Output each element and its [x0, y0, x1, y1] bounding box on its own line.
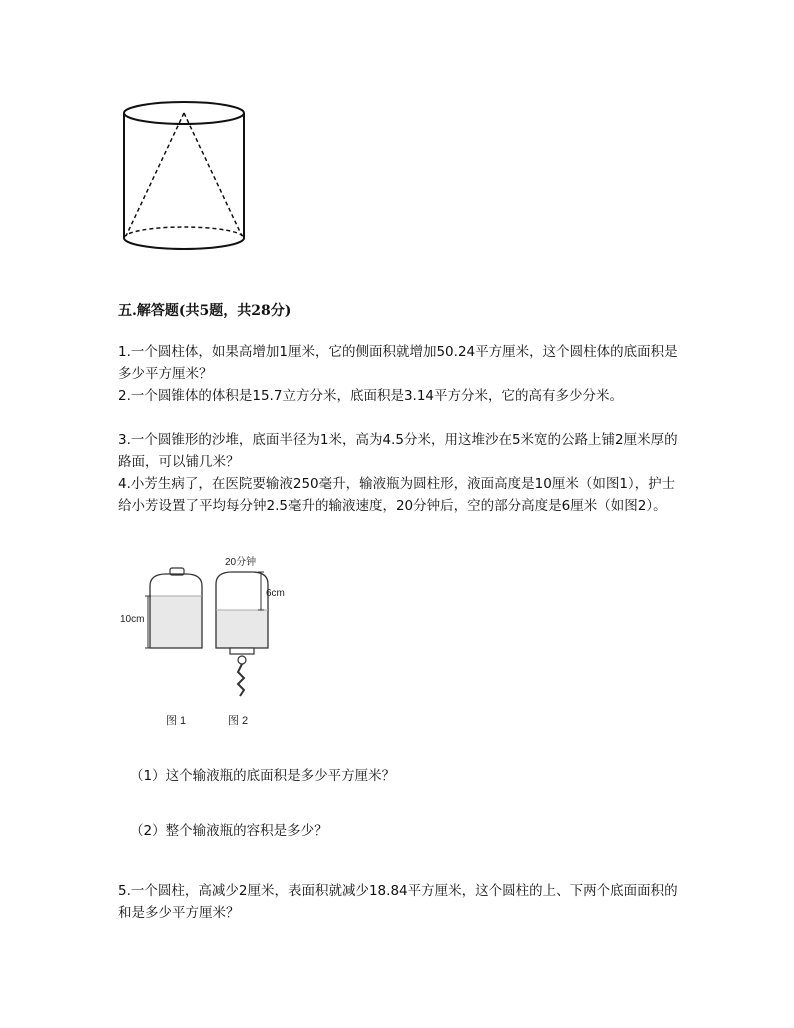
question-5: 5.一个圆柱，高减少2厘米，表面积就减少18.84平方厘米，这个圆柱的上、下两个底面面积的和是多少平方厘米？: [118, 883, 678, 921]
caption-fig2: 图 2: [228, 715, 249, 727]
bottle2-drip-chamber: [238, 656, 246, 664]
cylinder-cone-figure: [118, 98, 252, 260]
cylinder-bottom-front: [124, 238, 244, 249]
label-20min: 20分钟: [225, 557, 257, 568]
bottle1-liquid: [150, 596, 202, 648]
cylinder-bottom-back: [124, 227, 244, 238]
question-4: 4.小芳生病了，在医院要输液250毫升，输液瓶为圆柱形，液面高度是10厘米（如图1），护士给小芳设置了平均每分钟2.5毫升的输液速度，20分钟后，空的部分高度是6厘米（如图2）。: [118, 476, 676, 514]
label-10cm: 10cm: [120, 614, 145, 625]
bottle2-stopper: [230, 648, 254, 654]
label-6cm: 6cm: [266, 588, 285, 599]
sub-question-2: （2）整个输液瓶的容积是多少？: [130, 823, 328, 839]
cone-left-edge: [126, 113, 184, 236]
cone-right-edge: [184, 113, 242, 236]
infusion-bottles-figure: [118, 556, 298, 736]
section-title: 五.解答题(共5题，共28分): [118, 303, 292, 319]
question-3: 3.一个圆锥形的沙堆，底面半径为1米，高为4.5分米，用这堆沙在5米宽的公路上铺2厘米厚的路面，可以铺几米？: [118, 432, 678, 470]
question-1: 1.一个圆柱体，如果高增加1厘米，它的侧面积就增加50.24平方厘米，这个圆柱体的底面积是多少平方厘米？: [118, 344, 678, 382]
bottle2-liquid: [216, 610, 268, 648]
question-2: 2.一个圆锥体的体积是15.7立方分米，底面积是3.14平方分米，它的高有多少分米。: [118, 388, 623, 404]
caption-fig1: 图 1: [166, 715, 187, 727]
sub-question-1: （1）这个输液瓶的底面积是多少平方厘米？: [130, 768, 396, 784]
bottle2-tube: [238, 664, 244, 696]
